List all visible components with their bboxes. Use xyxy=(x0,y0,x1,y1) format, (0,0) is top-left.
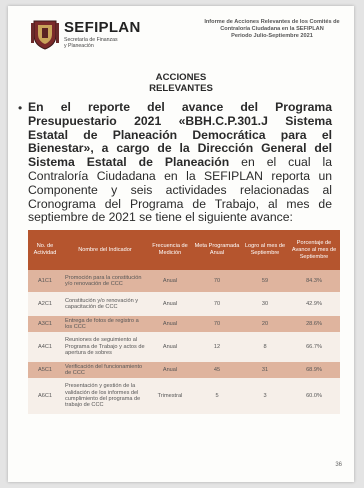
logo-subtitle-line-2: y Planeación xyxy=(64,43,94,49)
cell-annual-goal: 70 xyxy=(192,316,242,332)
cell-activity-number: A2C1 xyxy=(28,292,62,316)
header-annual-goal: Meta Programada Anual xyxy=(192,230,242,270)
cell-percentage: 60.0% xyxy=(288,378,340,414)
cell-frequency: Anual xyxy=(148,292,192,316)
cell-activity-number: A4C1 xyxy=(28,332,62,362)
cell-frequency: Anual xyxy=(148,316,192,332)
cell-percentage: 68.9% xyxy=(288,362,340,378)
cell-indicator-name: Promoción para la constitución y/o renovación de CCC xyxy=(62,270,148,292)
document-page xyxy=(8,6,354,482)
logo-subtitle xyxy=(64,37,118,49)
cell-activity-number: A1C1 xyxy=(28,270,62,292)
cell-frequency: Trimestral xyxy=(148,378,192,414)
cell-frequency: Anual xyxy=(148,270,192,292)
report-title-text: Informe de Acciones Relevantes de los Comités de Contraloría Ciudadana en la SEFIPLAN xyxy=(204,19,340,32)
cell-activity-number: A6C1 xyxy=(28,378,62,414)
cell-frequency: Anual xyxy=(148,362,192,378)
table-row xyxy=(28,292,340,316)
cell-achievement: 31 xyxy=(242,362,288,378)
bullet-icon: • xyxy=(18,101,23,115)
cell-percentage: 66.7% xyxy=(288,332,340,362)
cell-indicator-name: Verificación del funcionamiento de CCC xyxy=(62,362,148,378)
cell-annual-goal: 45 xyxy=(192,362,242,378)
logo-name: SEFIPLAN xyxy=(64,19,141,36)
header-activity-number: No. de Actividad xyxy=(28,230,62,270)
section-heading-line-2: RELEVANTES xyxy=(149,83,213,94)
section-heading-line-1: ACCIONES xyxy=(155,72,207,83)
cell-indicator-name: Reuniones de seguimiento al Programa de Trabajo y actos de apertura de sobres xyxy=(62,332,148,362)
header-progress-percentage: Porcentaje de Avance al mes de Septiembre xyxy=(288,230,340,270)
cell-annual-goal: 70 xyxy=(192,270,242,292)
coat-of-arms-icon xyxy=(30,18,60,50)
cell-frequency: Anual xyxy=(148,332,192,362)
cell-percentage: 28.6% xyxy=(288,316,340,332)
body-paragraph xyxy=(28,101,332,225)
header-frequency: Frecuencia de Medición xyxy=(148,230,192,270)
cell-indicator-name: Presentación y gestión de la validación de los informes del cumplimiento del programa de trabajo de CCC xyxy=(62,378,148,414)
table-header-row xyxy=(28,230,340,270)
cell-percentage: 42.9% xyxy=(288,292,340,316)
header-september-achievement: Logro al mes de Septiembre xyxy=(242,230,288,270)
activity-progress-table xyxy=(28,230,340,414)
header-indicator-name: Nombre del Indicador xyxy=(62,230,148,270)
cell-achievement: 3 xyxy=(242,378,288,414)
report-title xyxy=(202,19,342,40)
table-row xyxy=(28,316,340,332)
cell-annual-goal: 5 xyxy=(192,378,242,414)
paragraph-bold-part: En el reporte del avance del Programa Presupuestario 2021 «BBH.C.P.301.J Sistema Estatal de Planeación Democrática para el Bienestar», a cargo de la Dirección General del Sistema Estatal de Planeación xyxy=(28,100,332,170)
cell-indicator-name: Constitución y/o renovación y capacitación de CCC xyxy=(62,292,148,316)
paragraph-regular-part: en el cual la Contraloría Ciudadana en la SEFIPLAN reporta un Componente y seis actividades relacionadas al Cronograma del Programa de Trabajo, al mes de septiembre de 2021 se tiene el siguiente avance: xyxy=(28,155,332,225)
table-row xyxy=(28,362,340,378)
table-row xyxy=(28,378,340,414)
cell-activity-number: A5C1 xyxy=(28,362,62,378)
sefiplan-logo xyxy=(30,18,165,52)
report-period: Periodo Julio-Septiembre 2021 xyxy=(231,33,313,39)
cell-indicator-name: Entrega de fotos de registro a los CCC xyxy=(62,316,148,332)
table-row xyxy=(28,270,340,292)
table-row xyxy=(28,332,340,362)
cell-achievement: 30 xyxy=(242,292,288,316)
cell-achievement: 8 xyxy=(242,332,288,362)
cell-achievement: 20 xyxy=(242,316,288,332)
cell-percentage: 84.3% xyxy=(288,270,340,292)
cell-achievement: 59 xyxy=(242,270,288,292)
page-number: 36 xyxy=(335,462,342,468)
cell-annual-goal: 70 xyxy=(192,292,242,316)
cell-annual-goal: 12 xyxy=(192,332,242,362)
logo-subtitle-line-1: Secretaría de Finanzas xyxy=(64,37,118,43)
cell-activity-number: A3C1 xyxy=(28,316,62,332)
section-heading xyxy=(8,72,354,94)
